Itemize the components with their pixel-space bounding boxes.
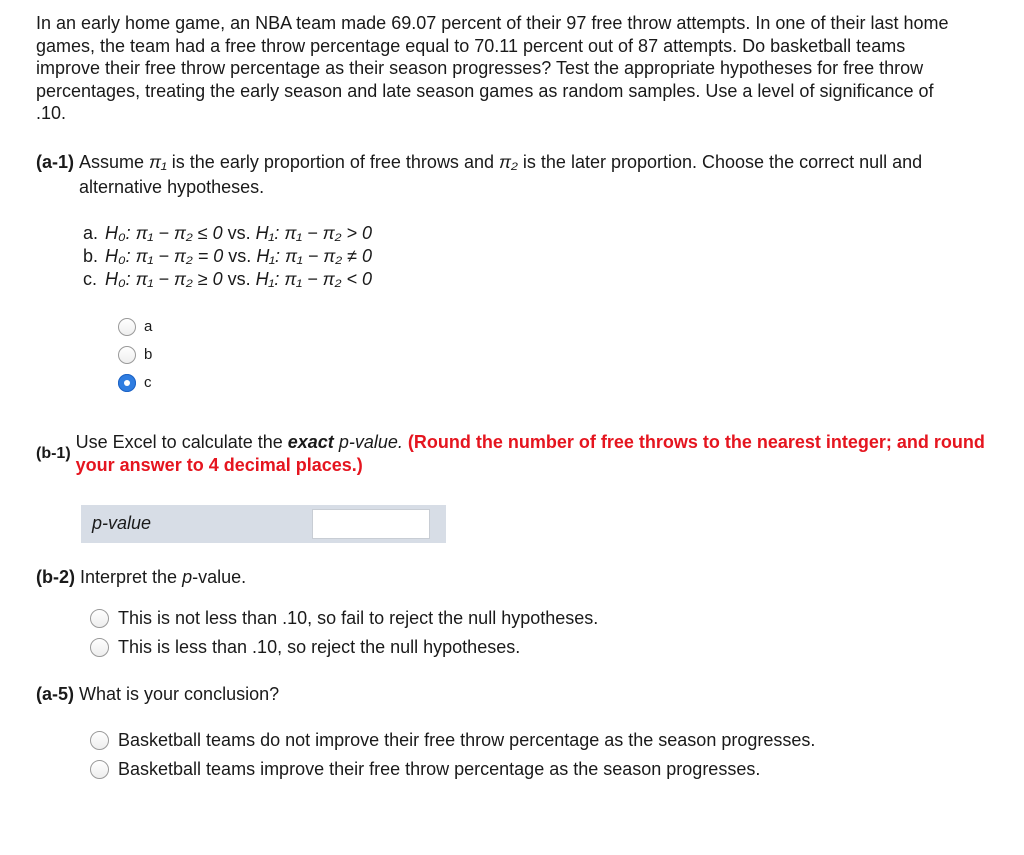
a1-choice-a[interactable] [118,313,996,341]
p-italic: p [182,566,193,587]
b2-answer-choices [90,604,996,662]
question-b2-label: (b-2) [36,566,75,587]
b1-text-part-2: p-value. [333,431,408,452]
a1-text-part-3: is the later proportion. Choose the correct null and alternative hypotheses. [79,151,923,197]
choice-label: This is not less than .10, so fail to reject the null hypotheses. [118,607,599,628]
pvalue-label: p-value [92,513,152,533]
pvalue-input[interactable] [312,509,430,539]
b2-text-part-1: Interpret the [80,566,183,587]
choice-label: a [144,318,153,335]
choice-label: This is less than .10, so reject the null hypotheses. [118,636,521,657]
pvalue-answer-panel [81,505,446,543]
question-b1-label: (b-1) [36,444,71,462]
pi2-symbol: π₂ [498,151,518,172]
radio-button[interactable] [90,609,109,628]
choice-label: Basketball teams improve their free throw percentage as the season progresses. [118,758,761,779]
choice-label: c [144,374,152,391]
alternative-hypothesis: H₁: π₁ − π₂ < 0 [255,268,373,289]
radio-button[interactable] [90,731,109,750]
a1-text-part-2: is the early proportion of free throws and [166,151,499,172]
hypothesis-options [83,222,996,291]
option-letter: a. [83,222,99,243]
b2-text-part-2: -value. [192,566,247,587]
radio-button[interactable] [118,318,136,336]
b2-choice-fail-to-reject[interactable] [90,604,996,633]
hypothesis-option-a [83,222,996,245]
question-a5-label: (a-5) [36,683,75,704]
null-hypothesis: H₀: π₁ − π₂ = 0 [105,245,224,266]
a5-answer-choices [90,726,996,784]
question-b1 [36,431,996,477]
hypothesis-option-c [83,268,996,291]
choice-label: b [144,346,153,363]
radio-button-selected[interactable] [118,374,136,392]
option-letter: b. [83,245,99,266]
a1-choice-c[interactable] [118,369,996,397]
vs-text: vs. [222,222,256,243]
hypothesis-option-b [83,245,996,268]
question-a5 [36,682,996,707]
radio-button[interactable] [90,760,109,779]
a5-choice-do-not-improve[interactable] [90,726,996,755]
a1-text-part-1: Assume [79,151,150,172]
a1-answer-choices [118,313,996,397]
alternative-hypothesis: H₁: π₁ − π₂ ≠ 0 [256,245,373,266]
radio-button[interactable] [118,346,136,364]
question-page [36,12,996,784]
rounding-instruction: (Round the number of free throws to the nearest integer; and round your answer to 4 decimal places.) [75,431,985,475]
null-hypothesis: H₀: π₁ − π₂ ≤ 0 [105,222,223,243]
question-a5-text: What is your conclusion? [79,683,280,704]
choice-label: Basketball teams do not improve their free throw percentage as the season progresses. [118,729,816,750]
null-hypothesis: H₀: π₁ − π₂ ≥ 0 [105,268,223,289]
a5-choice-improve[interactable] [90,755,996,784]
exact-emphasis: exact [287,431,334,452]
question-b2 [36,565,996,590]
question-b1-text [76,431,996,477]
question-a1-text [79,150,996,200]
alternative-hypothesis: H₁: π₁ − π₂ > 0 [255,222,373,243]
pi1-symbol: π₁ [149,151,167,172]
problem-statement: In an early home game, an NBA team made 69.07 percent of their 97 free throw attempts. In one of their last home games, the team had a free throw percentage equal to 70.11 percent out of 87 attempts. Do basketball teams improve their free throw percentage as their season progresses? Test the appropriate hypotheses for free throw percentages, treating the early season and late season games as random samples. Use a level of significance of .10. [36,13,949,123]
radio-button[interactable] [90,638,109,657]
question-a1-label: (a-1) [36,151,75,172]
a1-choice-b[interactable] [118,341,996,369]
b2-choice-reject[interactable] [90,633,996,662]
vs-text: vs. [223,245,257,266]
question-b2-text [80,565,246,590]
option-letter: c. [83,268,98,289]
question-a1 [36,150,996,200]
b1-text-part-1: Use Excel to calculate the [75,431,288,452]
vs-text: vs. [222,268,256,289]
